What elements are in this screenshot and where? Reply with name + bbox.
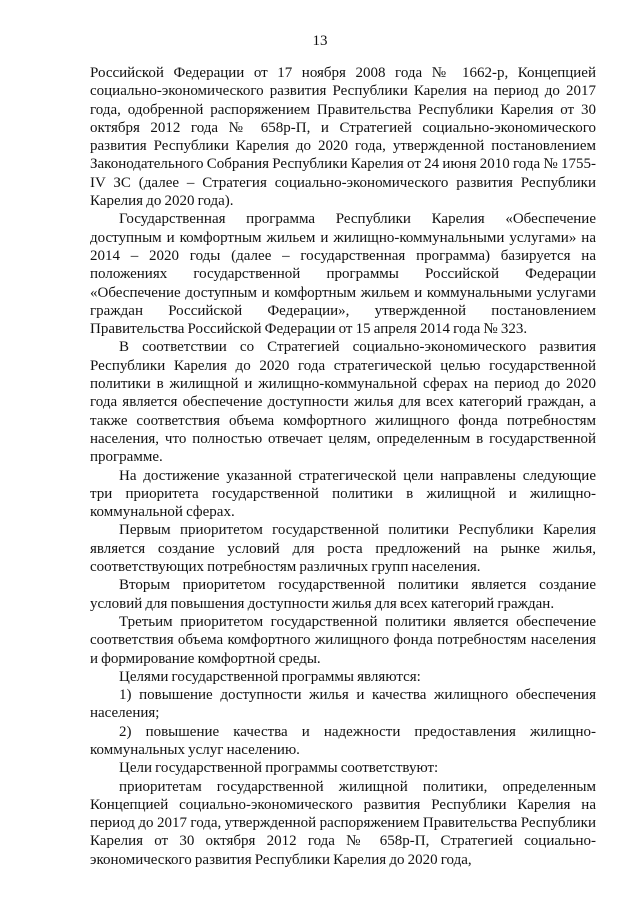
paragraph-4: На достижение указанной стратегической цели направлены следующие три приоритета государственной политики в жилищной и жилищно-коммунальной сферах. xyxy=(90,467,596,521)
paragraph-8: Целями государственной программы являются: xyxy=(119,668,421,685)
paragraph-5: Первым приоритетом государственной политики Республики Карелия является создание условий для роста предложений на рынке жилья, соответствующих потребностям различных групп населения. xyxy=(90,522,596,576)
paragraph-10: 2) повышение качества и надежности предоставления жилищно-коммунальных услуг населению. xyxy=(90,723,596,758)
paragraph-11: Цели государственной программы соответствуют: xyxy=(119,760,439,777)
paragraph-2: Государственная программа Республики Карелия «Обеспечение доступным и комфортным жильем и жилищно-коммунальными услугами» на 2014 – 2020 годы (далее – государственная программа) базируется на положениях государственной программы Российской Федерации «Обеспечение доступным и комфортным жильем и коммунальными услугами граждан Российской Федерации», утвержденной постановлением Правительства Российской Федерации от 15 апреля 2014 года № 323. xyxy=(90,211,596,338)
paragraph-1: Российской Федерации от 17 ноября 2008 года № 1662-р, Концепцией социально-экономического развития Республики Карелия на период до 2017 года, одобренной распоряжением Правительства Республики Карелия от 30 октября 2012 года № 658р-П, и Стратегией социально-экономического развития Республики Карелия до 2020 года, утвержденной постановлением Законодательного Собрания Республики Карелия от 24 июня 2010 года № 1755-IV ЗС (далее – Стратегия социально-экономического развития Республики Карелия до 2020 года). xyxy=(90,65,596,210)
paragraph-12: приоритетам государственной жилищной политики, определенным Концепцией социально-экономического развития Республики Карелия на период до 2017 года, утвержденной распоряжением Правительства Республики Карелия от 30 октября 2012 года № 658р-П, Стратегией социально-экономического развития Республики Карелия до 2020 года, xyxy=(90,778,596,868)
page-number: 13 xyxy=(312,33,328,49)
document-body xyxy=(90,64,596,869)
paragraph-9: 1) повышение доступности жилья и качества жилищного обеспечения населения; xyxy=(90,687,596,722)
paragraph-6: Вторым приоритетом государственной политики является создание условий для повышения доступности жилья для всех категорий граждан. xyxy=(90,577,596,612)
paragraph-7: Третьим приоритетом государственной политики является обеспечение соответствия объема комфортного жилищного фонда потребностям населения и формирование комфортной среды. xyxy=(90,613,596,667)
paragraph-3: В соответствии со Стратегией социально-экономического развития Республики Карелия до 2020 года стратегической целью государственной политики в жилищной и жилищно-коммунальной сферах на период до 2020 года является обеспечение доступности жилья для всех категорий граждан, а также соответствия объема комфортного жилищного фонда потребностям населения, что полностью отвечает целям, определенным в государственной программе. xyxy=(90,339,596,466)
